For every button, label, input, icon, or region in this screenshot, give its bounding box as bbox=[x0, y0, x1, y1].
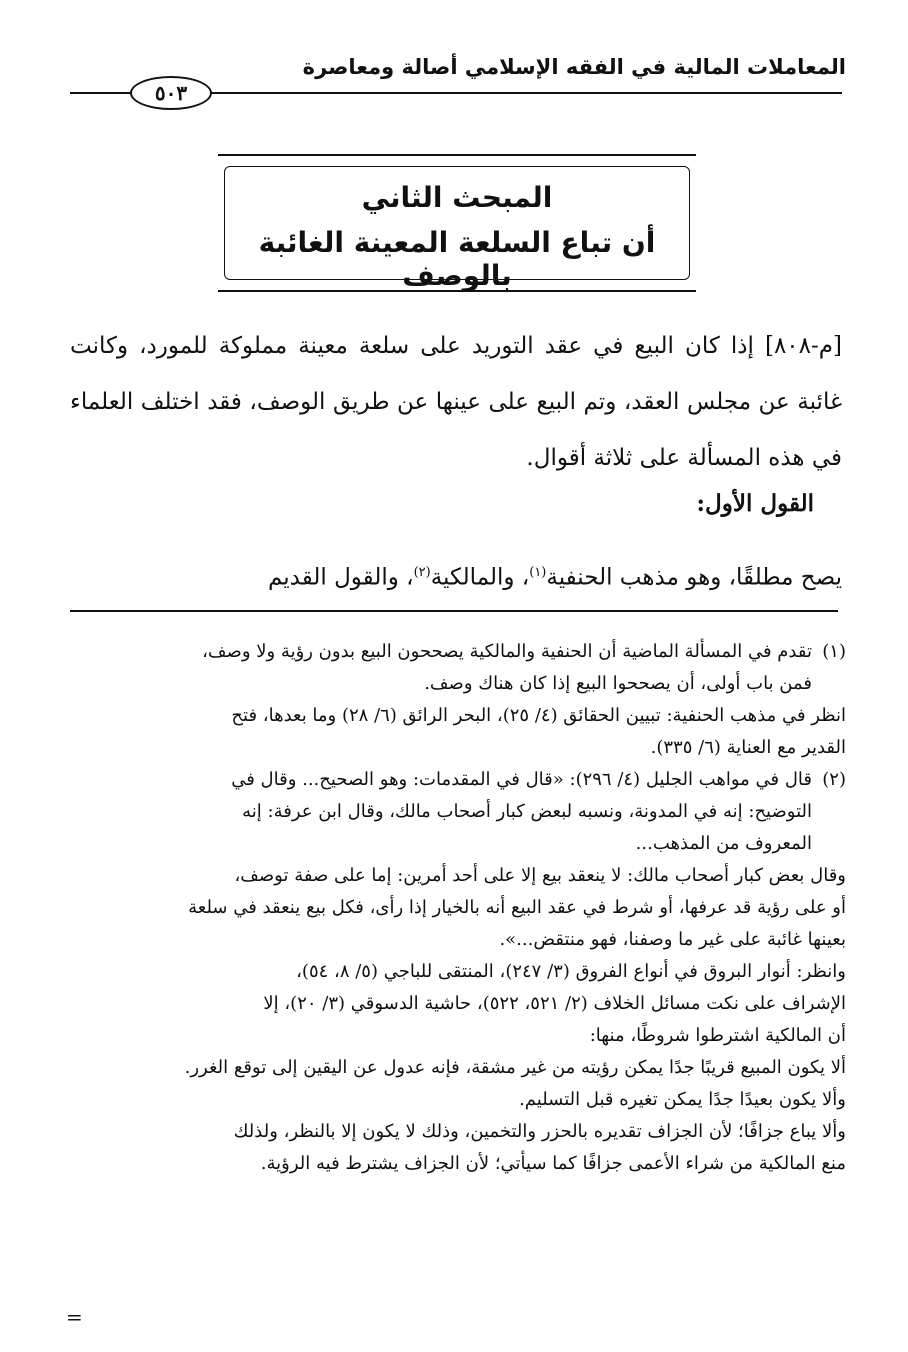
footnotes bbox=[70, 636, 846, 1180]
footnote-number: (١) bbox=[822, 641, 846, 662]
body-paragraph-1: [م-٨٠٨] إذا كان البيع في عقد التوريد على سلعة معينة مملوكة للمورد، وكانت غائبة عن مجلس العقد، وتم البيع على عينها عن طريق الوصف، فقد اختلف العلماء في هذه المسألة على ثلاثة أقوال. bbox=[70, 333, 842, 471]
continuation-mark: = bbox=[66, 1305, 83, 1329]
footnote-line: وانظر: أنوار البروق في أنواع الفروق (٣/ ٢٤٧)، المنتقى للباجي (٥/ ٨، ٥٤)، bbox=[296, 961, 846, 982]
footnote-ref-2: (٢) bbox=[413, 565, 431, 580]
page-number: ٥٠٣ bbox=[130, 76, 212, 110]
footnote-line: أو على رؤية قد عرفها، أو شرط في عقد البيع أنه بالخيار إذا رأى، فكل بيع ينعقد في سلعة bbox=[188, 897, 846, 918]
footnote-number: (٢) bbox=[822, 769, 846, 790]
section-title-box bbox=[224, 166, 690, 292]
footnote-1-refs bbox=[70, 700, 846, 764]
footnote-separator bbox=[70, 610, 838, 612]
footnote-line: القدير مع العناية (٦/ ٣٣٥). bbox=[650, 737, 846, 758]
p2-text-3: ، والقول القديم bbox=[267, 564, 414, 591]
footnote-line: أن المالكية اشترطوا شروطًا، منها: bbox=[589, 1025, 846, 1046]
footnote-line: قال في مواهب الجليل (٤/ ٢٩٦): «قال في المقدمات: وهو الصحيح... وقال في bbox=[231, 769, 812, 790]
footnote-line: وألا يكون بعيدًا جدًا يمكن تغيره قبل التسليم. bbox=[519, 1089, 846, 1110]
p2-text-2: ، والمالكية bbox=[430, 564, 530, 591]
footnote-line: انظر في مذهب الحنفية: تبيين الحقائق (٤/ ٢٥)، البحر الرائق (٦/ ٢٨) وما بعدها، فتح bbox=[231, 705, 846, 726]
first-opinion-heading: القول الأول: bbox=[696, 490, 814, 517]
p2-text-1: يصح مطلقًا، وهو مذهب الحنفية bbox=[546, 564, 842, 591]
footnote-line: وألا يباع جزافًا؛ لأن الجزاف تقديره بالحزر والتخمين، وذلك لا يكون إلا بالنظر، ولذلك bbox=[233, 1121, 846, 1142]
footnote-line: ألا يكون المبيع قريبًا جدًا يمكن رؤيته من غير مشقة، فإنه عدول عن اليقين إلى توقع الغرر. bbox=[184, 1057, 846, 1078]
footnote-ref-1: (١) bbox=[529, 565, 547, 580]
section-subtitle: أن تباع السلعة المعينة الغائبة بالوصف bbox=[258, 226, 656, 292]
running-title: المعاملات المالية في الفقه الإسلامي أصالة ومعاصرة bbox=[302, 55, 846, 79]
footnote-line: فمن باب أولى، أن يصححوا البيع إذا كان هناك وصف. bbox=[424, 673, 812, 694]
footnote-2 bbox=[70, 764, 846, 860]
footnote-line: التوضيح: إنه في المدونة، ونسبه لبعض كبار أصحاب مالك، وقال ابن عرفة: إنه bbox=[242, 801, 812, 822]
body-paragraph-2 bbox=[70, 545, 842, 606]
footnote-line: تقدم في المسألة الماضية أن الحنفية والمالكية يصححون البيع بدون رؤية ولا وصف، bbox=[202, 641, 812, 662]
footnote-line: بعينها غائبة على غير ما وصفنا، فهو منتقض...». bbox=[499, 929, 846, 950]
section-title: المبحث الثاني bbox=[361, 181, 553, 214]
footnote-line: منع المالكية من شراء الأعمى جزافًا كما سيأتي؛ لأن الجزاف يشترط فيه الرؤية. bbox=[260, 1153, 846, 1174]
footnote-1 bbox=[70, 636, 846, 700]
section-title-frame bbox=[218, 154, 696, 292]
footnote-line: المعروف من المذهب... bbox=[635, 833, 812, 854]
footnote-2-continued bbox=[70, 860, 846, 1180]
footnote-line: وقال بعض كبار أصحاب مالك: لا ينعقد بيع إلا على أحد أمرين: إما على صفة توصف، bbox=[234, 865, 846, 886]
footnote-line: الإشراف على نكت مسائل الخلاف (٢/ ٥٢١، ٥٢٢)، حاشية الدسوقي (٣/ ٢٠)، إلا bbox=[263, 993, 846, 1014]
